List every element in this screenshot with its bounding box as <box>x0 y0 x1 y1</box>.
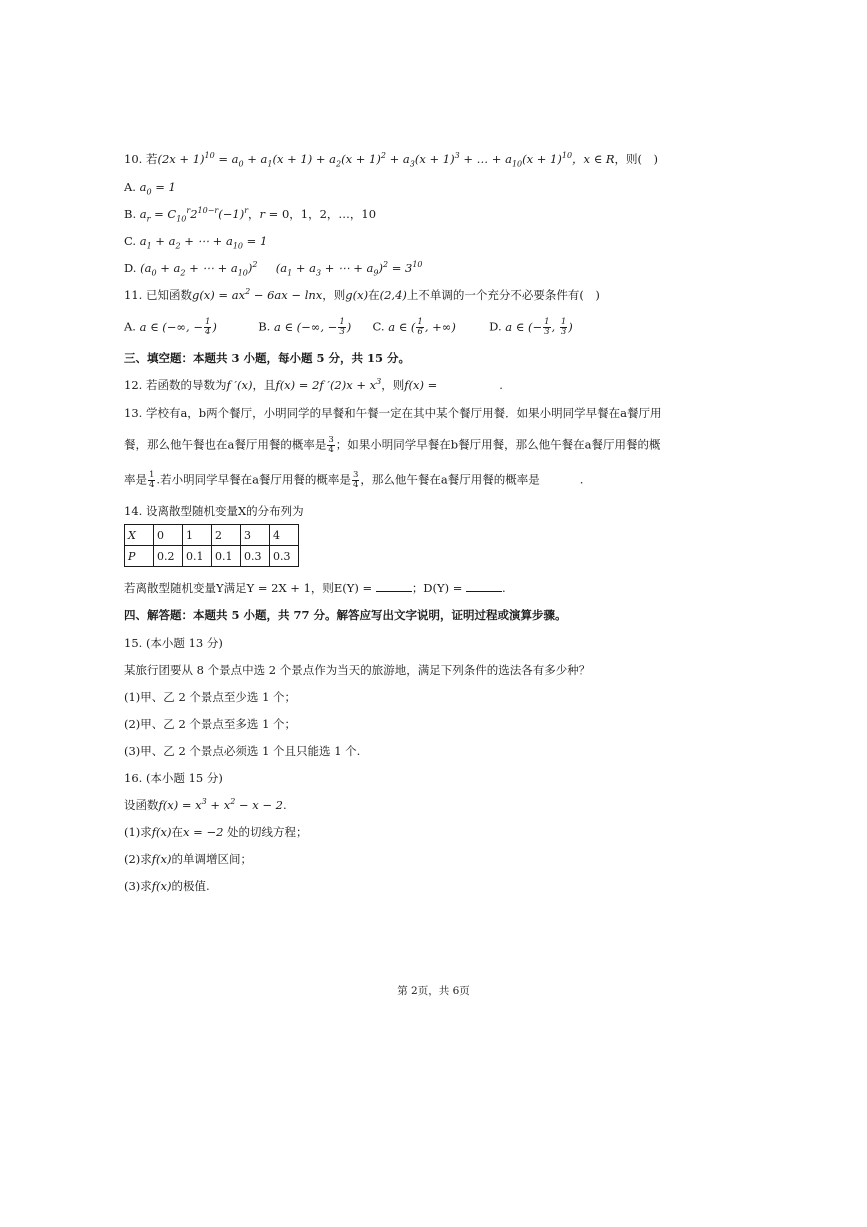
section-4-title: 四、解答题：本题共 5 小题，共 77 分。解答应写出文字说明，证明过程或演算步骤。 <box>124 608 567 622</box>
q11-option-c: C. a ∈ ( $\frac{1}{6}$ , +∞) <box>372 317 456 337</box>
q11-option-b: B. a ∈ (−∞, − $\frac{1}{3}$ ) <box>258 317 352 337</box>
q11-options <box>124 318 573 337</box>
table-cell: 3 <box>241 525 270 546</box>
q16-part-1: (1)求f(x)在x = −2 处的切线方程； <box>124 825 308 839</box>
distribution-table <box>124 524 299 567</box>
q11-option-d: D. a ∈ (− $\frac{1}{3}$ , $\frac{1}{3}$ ) <box>489 317 573 337</box>
q15-header: 15. (本小题 13 分) <box>124 636 223 650</box>
section-3-title: 三、填空题：本题共 3 小题，每小题 5 分，共 15 分。 <box>124 351 411 365</box>
q10-option-a: A. $a_0 = 1$ <box>124 180 176 197</box>
answer-blank <box>376 581 412 592</box>
table-cell: 2 <box>212 525 241 546</box>
q13-line-3: 率是 $\frac{1}{4}$ .若小明同学早餐在a餐厅用餐的概率是 $\frac{3}{4}$ ，那么他午餐在a餐厅用餐的概率是 . <box>124 470 584 490</box>
q15-stem: 某旅行团要从 8 个景点中选 2 个景点作为当天的旅游地，满足下列条件的选法各有多少种？ <box>124 663 591 677</box>
q11-option-a: A. a ∈ (−∞, − $\frac{1}{4}$ ) <box>124 317 217 337</box>
q10-stem: 10. 若$(2x + 1)^{10} = a_0 + a_1(x + 1) + a_2(x + 1)^2 + a_3(x + 1)^3$ + … + $a_{10}(x + 1)^{10}$，x ∈ R，则( ) <box>124 151 658 169</box>
table-cell: 0.1 <box>183 546 212 567</box>
table-cell: 1 <box>183 525 212 546</box>
q14-intro: 14. 设离散型随机变量X的分布列为 <box>124 504 304 518</box>
answer-blank <box>466 581 502 592</box>
table-cell: P <box>125 546 154 567</box>
table-row <box>125 525 299 546</box>
table-cell: 0.3 <box>241 546 270 567</box>
q11-stem: 11. 已知函数$g(x) = ax^2 - 6ax - \ln x$，则g(x)在(2,4)上不单调的一个充分不必要条件有( ) <box>124 287 600 302</box>
q14-question: 若离散型随机变量Y满足Y = 2X + 1，则E(Y) = ；D(Y) = . <box>124 581 506 595</box>
q16-part-2: (2)求f(x)的单调增区间； <box>124 852 253 866</box>
q16-header: 16. (本小题 15 分) <box>124 771 223 785</box>
table-cell: X <box>125 525 154 546</box>
table-cell: 0 <box>154 525 183 546</box>
q10-option-b: B. $a_r = C_{10}^r2^{10-r}(-1)^r$，r = 0，1，2，…，10 <box>124 206 377 224</box>
table-cell: 0.1 <box>212 546 241 567</box>
q15-part-2: (2)甲、乙 2 个景点至多选 1 个； <box>124 717 297 731</box>
q13-line-2: 餐，那么他午餐也在a餐厅用餐的概率是 $\frac{3}{4}$ ；如果小明同学早餐在b餐厅用餐，那么他午餐在a餐厅用餐的概 <box>124 435 661 455</box>
q13-line-1: 13. 学校有a，b两个餐厅，小明同学的早餐和午餐一定在其中某个餐厅用餐．如果小明同学早餐在a餐厅用 <box>124 406 662 420</box>
q15-part-1: (1)甲、乙 2 个景点至少选 1 个； <box>124 690 297 704</box>
q10-option-d: D. ($a_0 + a_2$ + ⋯ + $a_{10})^2$ ($a_1 + a_3$ + ⋯ + $a_9)^2 = 3^{10}$ <box>124 260 423 278</box>
table-cell: 0.3 <box>270 546 299 567</box>
q12: 12. 若函数的导数为f ′(x)，且f(x) = 2f $'(2)x + x^3$，则f(x) = . <box>124 377 503 392</box>
table-cell: 4 <box>270 525 299 546</box>
q15-part-3: (3)甲、乙 2 个景点必须选 1 个且只能选 1 个. <box>124 744 361 758</box>
table-row <box>125 546 299 567</box>
table-cell: 0.2 <box>154 546 183 567</box>
q16-stem: 设函数$f(x) = x^3 + x^2 - x - 2$. <box>124 797 287 812</box>
q10-option-c: C. $a_1 + a_2$ + ⋯ + $a_{10} = 1$ <box>124 234 268 251</box>
q16-part-3: (3)求f(x)的极值. <box>124 879 210 893</box>
page-footer: 第 2页，共 6页 <box>397 985 470 997</box>
